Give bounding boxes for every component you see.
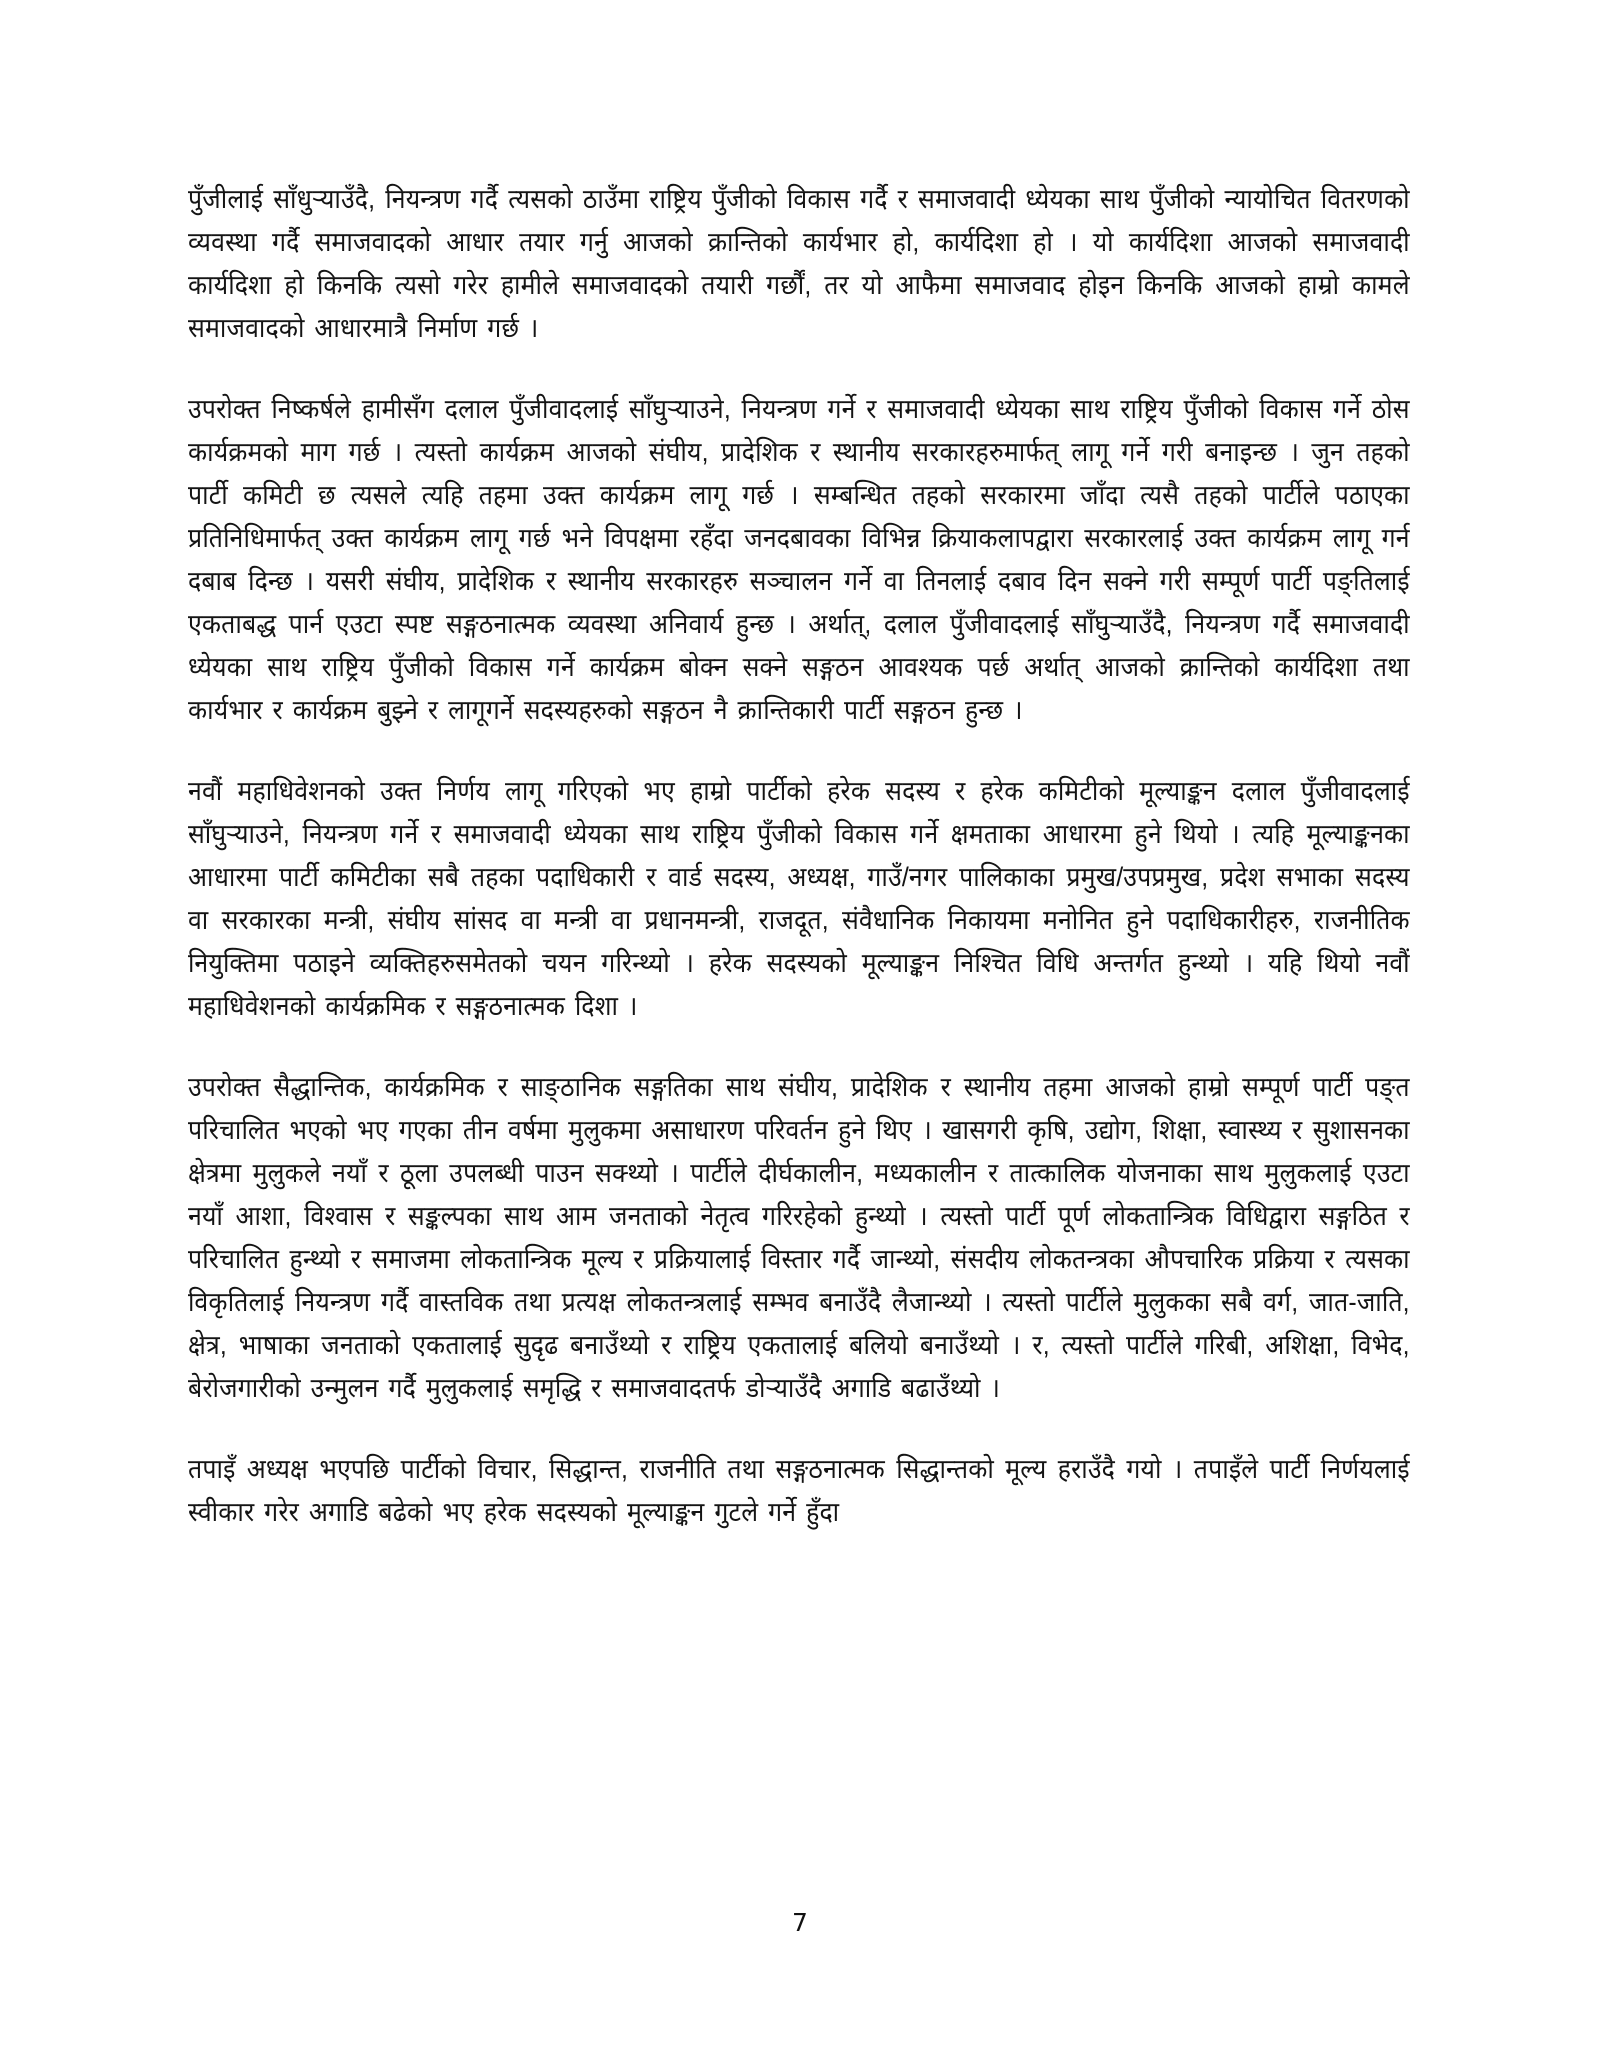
paragraph-3: नवौं महाधिवेशनको उक्त निर्णय लागू गरिएको भए हाम्रो पार्टीको हरेक सदस्य र हरेक कमिटीको मूल्याङ्कन दलाल पुँजीवादलाई साँघुर्‍याउने, नियन्त्रण गर्ने र समाजवादी ध्येयका साथ राष्ट्रिय पुँजीको विकास गर्ने क्षमताका आधारमा हुने थियो । त्यहि मूल्याङ्कनका आधारमा पार्टी कमिटीका सबै तहका पदाधिकारी र वार्ड सदस्य, अध्यक्ष, गाउँ/नगर पालिकाका प्रमुख/उपप्रमुख, प्रदेश सभाका सदस्य वा सरकारका मन्त्री, संघीय सांसद वा मन्त्री वा प्रधानमन्त्री, राजदूत, संवैधानिक निकायमा मनोनित हुने पदाधिकारीहरु, राजनीतिक नियुक्तिमा पठाइने व्यक्तिहरुसमेतको चयन गरिन्थ्यो । हरेक सदस्यको मूल्याङ्कन निश्चित विधि अन्तर्गत हुन्थ्यो । यहि थियो नवौं महाधिवेशनको कार्यक्रमिक र सङ्गठनात्मक दिशा ।: [188, 776, 1410, 1021]
page-number: 7: [792, 1908, 808, 1937]
body-text: [188, 178, 1410, 1572]
paragraph-2: उपरोक्त निष्कर्षले हामीसँग दलाल पुँजीवादलाई साँघुर्‍याउने, नियन्त्रण गर्ने र समाजवादी ध्येयका साथ राष्ट्रिय पुँजीको विकास गर्ने ठोस कार्यक्रमको माग गर्छ । त्यस्तो कार्यक्रम आजको संघीय, प्रादेशिक र स्थानीय सरकारहरुमार्फत् लागू गर्ने गरी बनाइन्छ । जुन तहको पार्टी कमिटी छ त्यसले त्यहि तहमा उक्त कार्यक्रम लागू गर्छ । सम्बन्धित तहको सरकारमा जाँदा त्यसै तहको पार्टीले पठाएका प्रतिनिधिमार्फत् उक्त कार्यक्रम लागू गर्छ भने विपक्षमा रहँदा जनदबावका विभिन्न क्रियाकलापद्वारा सरकारलाई उक्त कार्यक्रम लागू गर्न दबाब दिन्छ । यसरी संघीय, प्रादेशिक र स्थानीय सरकारहरु सञ्चालन गर्ने वा तिनलाई दबाव दिन सक्ने गरी सम्पूर्ण पार्टी पङ्तिलाई एकताबद्ध पार्न एउटा स्पष्ट सङ्गठनात्मक व्यवस्था अनिवार्य हुन्छ । अर्थात्, दलाल पुँजीवादलाई साँघुर्‍याउँदै, नियन्त्रण गर्दै समाजवादी ध्येयका साथ राष्ट्रिय पुँजीको विकास गर्ने कार्यक्रम बोक्न सक्ने सङ्गठन आवश्यक पर्छ अर्थात् आजको क्रान्तिको कार्यदिशा तथा कार्यभार र कार्यक्रम बुझ्ने र लागूगर्ने सदस्यहरुको सङ्गठन नै क्रान्तिकारी पार्टी सङ्गठन हुन्छ ।: [188, 394, 1410, 725]
paragraph-5: तपाइँ अध्यक्ष भएपछि पार्टीको विचार, सिद्धान्त, राजनीति तथा सङ्गठनात्मक सिद्धान्तको मूल्य हराउँदै गयो । तपाइँले पार्टी निर्णयलाई स्वीकार गरेर अगाडि बढेको भए हरेक सदस्यको मूल्याङ्कन गुटले गर्ने हुँदा: [188, 1454, 1410, 1527]
paragraph-1: पुँजीलाई साँधुर्‍याउँदै, नियन्त्रण गर्दै त्यसको ठाउँमा राष्ट्रिय पुँजीको विकास गर्दै र समाजवादी ध्येयका साथ पुँजीको न्यायोचित वितरणको व्यवस्था गर्दै समाजवादको आधार तयार गर्नु आजको क्रान्तिको कार्यभार हो, कार्यदिशा हो । यो कार्यदिशा आजको समाजवादी कार्यदिशा हो किनकि त्यसो गरेर हामीले समाजवादको तयारी गर्छौं, तर यो आफैमा समाजवाद होइन किनकि आजको हाम्रो कामले समाजवादको आधारमात्रै निर्माण गर्छ ।: [188, 184, 1410, 343]
paragraph-4: उपरोक्त सैद्धान्तिक, कार्यक्रमिक र साङ्ठानिक सङ्गतिका साथ संघीय, प्रादेशिक र स्थानीय तहमा आजको हाम्रो सम्पूर्ण पार्टी पङ्त परिचालित भएको भए गएका तीन वर्षमा मुलुकमा असाधारण परिवर्तन हुने थिए । खासगरी कृषि, उद्योग, शिक्षा, स्वास्थ्य र सुशासनका क्षेत्रमा मुलुकले नयाँ र ठूला उपलब्धी पाउन सक्थ्यो । पार्टीले दीर्घकालीन, मध्यकालीन र तात्कालिक योजनाका साथ मुलुकलाई एउटा नयाँ आशा, विश्वास र सङ्कल्पका साथ आम जनताको नेतृत्व गरिरहेको हुन्थ्यो । त्यस्तो पार्टी पूर्ण लोकतान्त्रिक विधिद्वारा सङ्गठित र परिचालित हुन्थ्यो र समाजमा लोकतान्त्रिक मूल्य र प्रक्रियालाई विस्तार गर्दै जान्थ्यो, संसदीय लोकतन्त्रका औपचारिक प्रक्रिया र त्यसका विकृतिलाई नियन्त्रण गर्दै वास्तविक तथा प्रत्यक्ष लोकतन्त्रलाई सम्भव बनाउँदै लैजान्थ्यो । त्यस्तो पार्टीले मुलुकका सबै वर्ग, जात-जाति, क्षेत्र, भाषाका जनताको एकतालाई सुदृढ बनाउँथ्यो र राष्ट्रिय एकतालाई बलियो बनाउँथ्यो । र, त्यस्तो पार्टीले गरिबी, अशिक्षा, विभेद, बेरोजगारीको उन्मुलन गर्दै मुलुकलाई समृद्धि र समाजवादतर्फ डोर्‍याउँदै अगाडि बढाउँथ्यो ।: [188, 1072, 1410, 1403]
